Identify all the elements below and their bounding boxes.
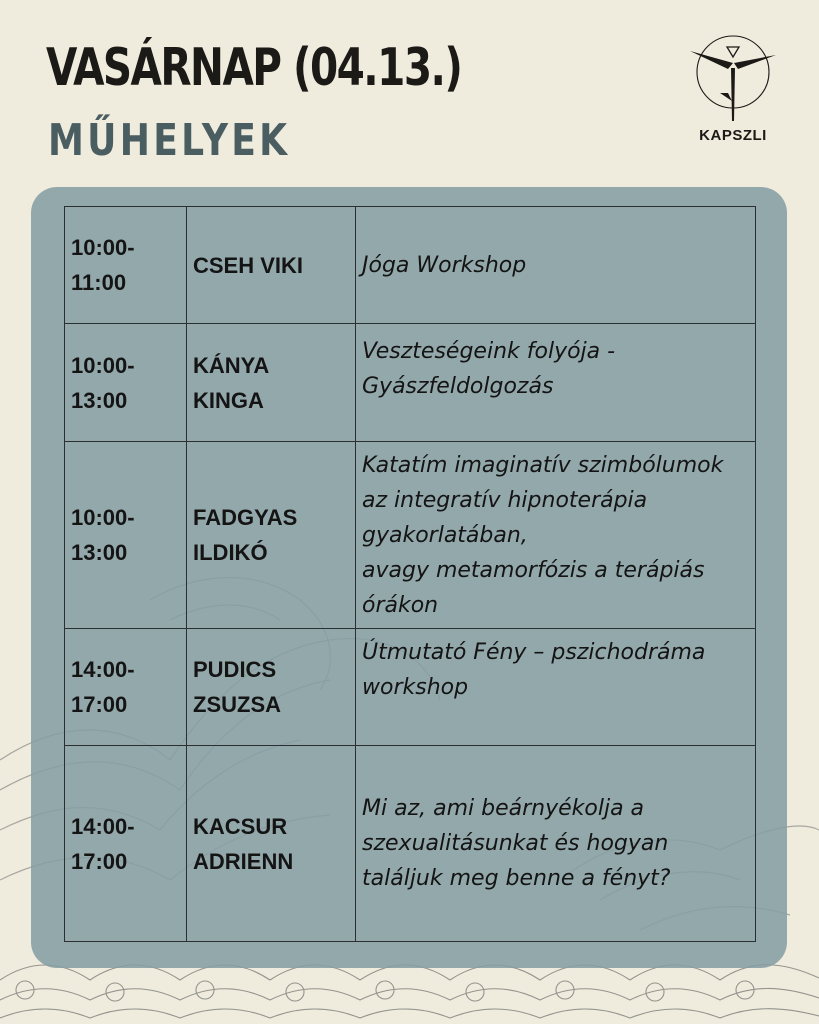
presenter-cell: KACSUR ADRIENN (187, 746, 356, 942)
workshop-title-cell: Útmutató Fény – pszichodráma workshop (356, 629, 756, 746)
table-row (65, 442, 756, 629)
presenter-cell: PUDICS ZSUZSA (187, 629, 356, 746)
table-row (65, 746, 756, 942)
time-cell: 14:00- 17:00 (65, 629, 187, 746)
time-cell: 10:00- 11:00 (65, 207, 187, 324)
time-cell: 10:00- 13:00 (65, 442, 187, 629)
table-row (65, 324, 756, 442)
workshop-title-cell: Veszteségeink folyója - Gyászfeldolgozás (356, 324, 756, 442)
page-subtitle: MŰHELYEK (48, 115, 291, 166)
workshop-schedule-table (64, 206, 756, 942)
workshop-title-cell: Mi az, ami beárnyékolja a szexualitásunkat és hogyan találjuk meg benne a fényt? (356, 746, 756, 942)
kapszli-logo-icon (688, 33, 778, 125)
presenter-cell: FADGYAS ILDIKÓ (187, 442, 356, 629)
table-row (65, 207, 756, 324)
table-row (65, 629, 756, 746)
page-title: VASÁRNAP (04.13.) (46, 38, 462, 98)
workshop-title-cell: Jóga Workshop (356, 207, 756, 324)
presenter-cell: KÁNYA KINGA (187, 324, 356, 442)
time-cell: 10:00- 13:00 (65, 324, 187, 442)
workshop-title-cell: Katatím imaginatív szimbólumok az integratív hipnoterápia gyakorlatában, avagy metamorfózis a terápiás órákon (356, 442, 756, 629)
presenter-cell: CSEH VIKI (187, 207, 356, 324)
logo-wordmark: KAPSZLI (699, 127, 767, 144)
brand-logo (688, 33, 778, 148)
time-cell: 14:00- 17:00 (65, 746, 187, 942)
